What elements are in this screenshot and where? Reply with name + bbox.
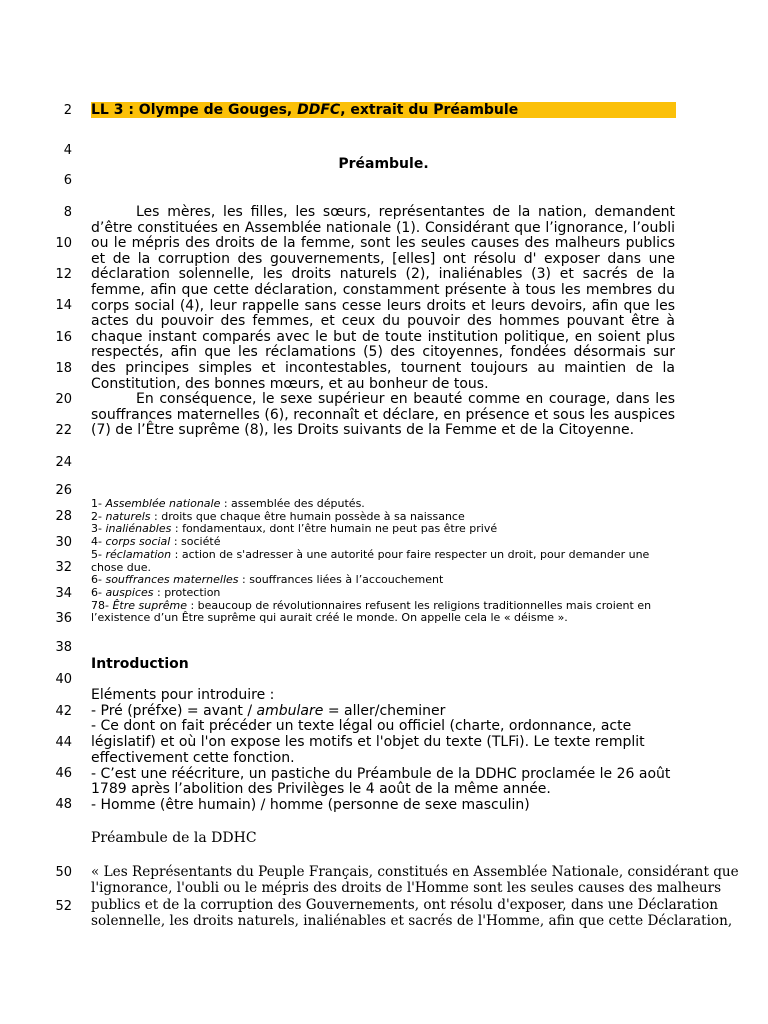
line-number: 24 bbox=[55, 455, 72, 470]
ddhc-line: « Les Représentants du Peuple Français, constitués en Assemblée Nationale, considérant que bbox=[91, 864, 739, 880]
line-number: 44 bbox=[55, 735, 72, 750]
line-number: 34 bbox=[55, 586, 72, 601]
line-number: 20 bbox=[55, 392, 72, 407]
line-number: 32 bbox=[55, 560, 72, 575]
line-number: 42 bbox=[55, 704, 72, 719]
line-number: 48 bbox=[55, 797, 72, 812]
line-number: 6 bbox=[63, 173, 72, 188]
line-number: 22 bbox=[55, 423, 72, 438]
line-number: 14 bbox=[55, 298, 72, 313]
line-number: 2 bbox=[63, 103, 72, 118]
preamble-text bbox=[91, 205, 675, 439]
ddhc-title: Préambule de la DDHC bbox=[91, 830, 257, 846]
line-number: 38 bbox=[55, 640, 72, 655]
paragraph-1: Les mères, les filles, les sœurs, représentantes de la nation, demandent d’être constituées en Assemblée nationale (1). Considérant que l’ignorance, l’oubli ou le mépris des droits de la femme, sont les seules causes des malheurs publics et de la corruption des gouvernements, [elles] ont résolu d' exposer dans une déclaration solennelle, les droits naturels (2), inaliénables (3) et sacrés de la femme, afin que cette déclaration, constamment présente à tous les membres du corps social (4), leur rappelle sans cesse leurs droits et leurs devoirs, afin que les actes du pouvoir des femmes, et ceux du pouvoir des hommes pouvant être à chaque instant comparés avec le but de toute institution politique, en soient plus respectés, afin que les réclamations (5) des citoyennes, fondées désormais sur des principes simples et incontestables, tournent toujours au maintien de la Constitution, des bonnes mœurs, et au bonheur de tous. bbox=[91, 204, 675, 392]
section-heading: Préambule. bbox=[338, 156, 429, 172]
footnote: 78- Être suprême : beaucoup de révolutionnaires refusent les religions traditionnelles mais croient en l’existence d’un Être suprême qui aurait créé le monde. On appelle cela le « déisme ». bbox=[91, 598, 652, 625]
footnote: 4- corps social : société bbox=[91, 535, 221, 549]
footnote: 5- réclamation : action de s'adresser à une autorité pour faire respecter un droit, pour demander une chose due. bbox=[91, 547, 650, 574]
line-number: 8 bbox=[63, 205, 72, 220]
footnote: 2- naturels : droits que chaque être humain possède à sa naissance bbox=[91, 509, 465, 523]
line-number: 10 bbox=[55, 236, 72, 251]
intro-item: - Homme (être humain) / homme (personne de sexe masculin) bbox=[91, 796, 530, 813]
intro-lead: Eléments pour introduire : bbox=[91, 687, 275, 703]
ddhc-text bbox=[91, 864, 739, 929]
line-number: 18 bbox=[55, 361, 72, 376]
intro-item: - C’est une réécriture, un pastiche du Préambule de la DDHC proclamée le 26 août 1789 après l’abolition des Privilèges le 4 août de la même année. bbox=[91, 765, 671, 798]
title-suffix: , extrait du Préambule bbox=[340, 102, 519, 118]
line-number: 26 bbox=[55, 483, 72, 498]
intro-item: - Pré (préfxe) = avant / ambulare = aller/cheminer bbox=[91, 702, 446, 719]
intro-item: - Ce dont on fait précéder un texte légal ou officiel (charte, ordonnance, acte législatif) et où l'on expose les motifs et l'objet du texte (TLFi). Le texte remplit effectivement cette fonction. bbox=[91, 718, 645, 766]
footnote: 6- souffrances maternelles : souffrances liées à l’accouchement bbox=[91, 573, 444, 587]
line-number: 40 bbox=[55, 672, 72, 687]
footnote: 1- Assemblée nationale : assemblée des députés. bbox=[91, 497, 365, 510]
line-number: 50 bbox=[55, 865, 72, 880]
ddhc-line: publics et de la corruption des Gouvernements, ont résolu d'exposer, dans une Déclaration bbox=[91, 896, 719, 913]
line-number: 30 bbox=[55, 535, 72, 550]
introduction-body bbox=[91, 688, 675, 814]
ddhc-line: solennelle, les droits naturels, inaliénables et sacrés de l'Homme, afin que cette Déclaration, bbox=[91, 912, 733, 929]
footnote: 3- inaliénables : fondamentaux, dont l’être humain ne peut pas être privé bbox=[91, 522, 498, 536]
title-italic: DDFC bbox=[297, 102, 341, 118]
line-number: 28 bbox=[55, 509, 72, 524]
footnote: 6- auspices : protection bbox=[91, 585, 221, 599]
title-prefix: LL 3 : Olympe de Gouges, bbox=[91, 102, 298, 118]
line-number: 4 bbox=[63, 143, 72, 158]
document-title bbox=[91, 102, 676, 118]
line-number: 52 bbox=[55, 899, 72, 914]
introduction-title: Introduction bbox=[91, 656, 189, 672]
line-number: 46 bbox=[55, 766, 72, 781]
footnotes bbox=[91, 498, 675, 625]
paragraph-2: En conséquence, le sexe supérieur en beauté comme en courage, dans les souffrances maternelles (6), reconnaît et déclare, en présence et sous les auspices (7) de l’Être suprême (8), les Droits suivants de la Femme et de la Citoyenne. bbox=[91, 391, 675, 439]
line-number: 16 bbox=[55, 330, 72, 345]
line-number: 36 bbox=[55, 611, 72, 626]
ddhc-line: l'ignorance, l'oubli ou le mépris des droits de l'Homme sont les seules causes des malheurs bbox=[91, 880, 722, 897]
line-number: 12 bbox=[55, 267, 72, 282]
